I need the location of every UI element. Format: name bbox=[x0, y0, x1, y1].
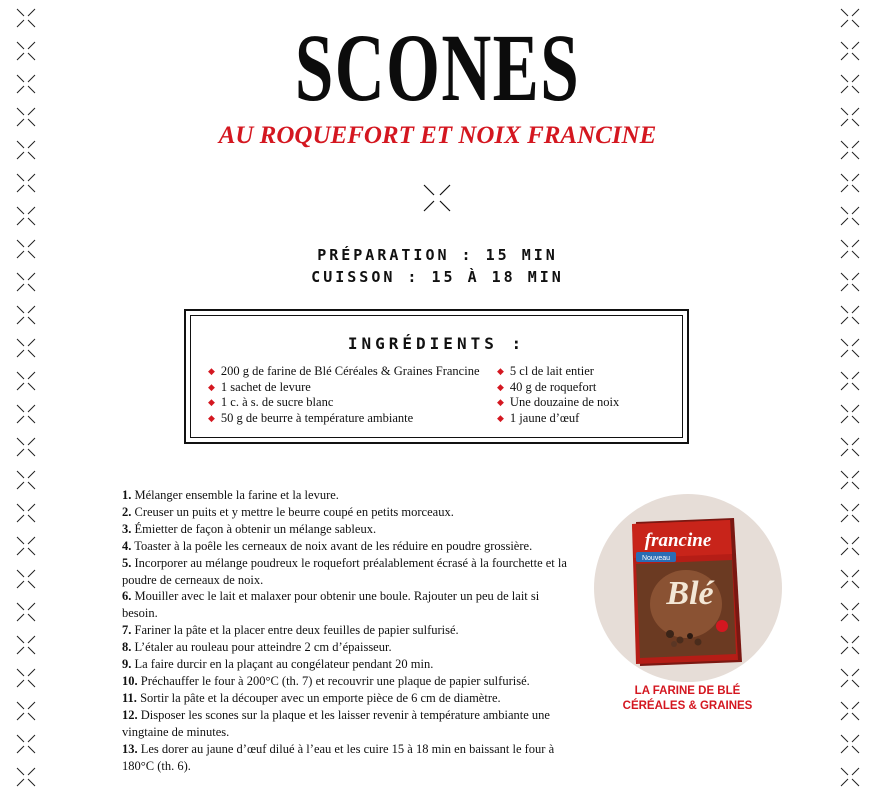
ingredients-column-1 bbox=[208, 364, 480, 426]
cross-x-icon bbox=[840, 404, 860, 424]
ingredient-item: ◆ 5 cl de lait entier bbox=[497, 364, 594, 378]
step-item: 3. Émietter de façon à obtenir un mélange sableux. bbox=[122, 521, 377, 536]
diamond-bullet-icon: ◆ bbox=[208, 397, 215, 407]
ingredient-item: ◆ 40 g de roquefort bbox=[497, 379, 597, 394]
divider-cross-icon bbox=[422, 183, 452, 213]
recipe-steps bbox=[122, 487, 572, 774]
cross-x-icon bbox=[16, 503, 36, 523]
recipe-times bbox=[0, 244, 875, 288]
diamond-bullet-icon: ◆ bbox=[497, 366, 504, 376]
product-brand: francine bbox=[644, 530, 712, 551]
cross-x-icon bbox=[840, 668, 860, 688]
cross-x-icon bbox=[16, 206, 36, 226]
cross-x-icon bbox=[16, 371, 36, 391]
step-item: 4. Toaster à la poêle les cerneaux de noix avant de les réduire en poudre grossière. bbox=[122, 538, 533, 553]
cross-x-icon bbox=[840, 569, 860, 589]
cross-x-icon bbox=[840, 602, 860, 622]
cross-x-icon bbox=[16, 569, 36, 589]
diamond-bullet-icon: ◆ bbox=[208, 381, 215, 392]
cross-x-icon bbox=[840, 437, 860, 457]
cross-x-icon bbox=[840, 74, 860, 94]
step-item: 1. Mélanger ensemble la farine et la levure. bbox=[122, 488, 339, 502]
ingredients-inner-frame bbox=[190, 315, 683, 438]
step-item: 11. Sortir la pâte et la découper avec un emporte pièce de 6 cm de diamètre. bbox=[122, 690, 501, 705]
ingredient-item: ◆ 1 c. à s. de sucre blanc bbox=[208, 395, 334, 409]
recipe-subtitle: AU ROQUEFORT ET NOIX FRANCINE bbox=[218, 122, 657, 149]
step-item: 7. Fariner la pâte et la placer entre deux feuilles de papier sulfurisé. bbox=[122, 623, 459, 638]
diamond-bullet-icon: ◆ bbox=[497, 397, 504, 407]
flour-bag-illustration bbox=[594, 494, 782, 682]
cross-x-icon bbox=[840, 371, 860, 391]
cross-x-icon bbox=[840, 206, 860, 226]
cross-x-icon bbox=[16, 74, 36, 94]
step-item: 13. Les dorer au jaune d’œuf dilué à l’eau et les cuire 15 à 18 min en baissant le four à 180°C (th. 6). bbox=[122, 741, 555, 773]
preparation-time: PRÉPARATION : 15 MIN bbox=[317, 246, 558, 264]
cross-x-icon bbox=[840, 305, 860, 325]
step-item: 5. Incorporer au mélange poudreux le roquefort préalablement écrasé à la fourchette et la poudre de cerneaux de noix. bbox=[122, 555, 567, 587]
step-item: 6. Mouiller avec le lait et malaxer pour obtenir une boule. Rajouter un peu de lait si besoin. bbox=[122, 589, 540, 621]
product-name: Blé bbox=[666, 575, 714, 612]
ingredient-item: ◆ 200 g de farine de Blé Céréales & Graines Francine bbox=[208, 364, 480, 378]
cross-x-icon bbox=[840, 503, 860, 523]
ingredients-column-2 bbox=[497, 364, 619, 426]
cross-x-icon bbox=[16, 668, 36, 688]
ingredient-item: ◆ 1 jaune d’œuf bbox=[497, 410, 580, 425]
cross-x-icon bbox=[16, 470, 36, 490]
cross-x-icon bbox=[840, 338, 860, 358]
cross-x-icon bbox=[840, 635, 860, 655]
cross-x-icon bbox=[16, 602, 36, 622]
step-item: 9. La faire durcir en la plaçant au congélateur pendant 20 min. bbox=[122, 657, 434, 672]
diamond-bullet-icon: ◆ bbox=[208, 366, 215, 376]
cross-x-icon bbox=[840, 767, 860, 787]
cross-x-icon bbox=[16, 635, 36, 655]
cooking-time: CUISSON : 15 À 18 MIN bbox=[311, 268, 564, 286]
cross-x-icon bbox=[16, 767, 36, 787]
cross-x-icon bbox=[16, 173, 36, 193]
cross-x-icon bbox=[16, 305, 36, 325]
ingredients-heading: INGRÉDIENTS : bbox=[347, 334, 526, 353]
cross-x-icon bbox=[16, 41, 36, 61]
cross-x-icon bbox=[16, 734, 36, 754]
cross-x-icon bbox=[840, 701, 860, 721]
cross-x-icon bbox=[16, 404, 36, 424]
diamond-bullet-icon: ◆ bbox=[497, 412, 504, 423]
cross-x-icon bbox=[840, 470, 860, 490]
recipe-title: SCONES bbox=[294, 14, 581, 121]
product-badge: Nouveau bbox=[641, 555, 671, 562]
cross-x-icon bbox=[840, 734, 860, 754]
cross-x-icon bbox=[16, 338, 36, 358]
step-item: 12. Disposer les scones sur la plaque et les laisser revenir à température ambiante une vingtaine de minutes. bbox=[122, 707, 550, 739]
ingredients-box bbox=[184, 309, 689, 444]
cross-x-icon bbox=[16, 8, 36, 28]
diamond-bullet-icon: ◆ bbox=[208, 412, 215, 423]
ingredient-item: ◆ 50 g de beurre à température ambiante bbox=[208, 410, 414, 425]
cross-x-icon bbox=[840, 8, 860, 28]
cross-x-icon bbox=[840, 536, 860, 556]
cross-x-icon bbox=[840, 173, 860, 193]
step-item: 2. Creuser un puits et y mettre le beurre coupé en petits morceaux. bbox=[122, 504, 454, 519]
step-item: 8. L’étaler au rouleau pour atteindre 2 cm d’épaisseur. bbox=[122, 640, 392, 655]
left-border-ornaments bbox=[6, 0, 46, 800]
cross-x-icon bbox=[16, 701, 36, 721]
diamond-bullet-icon: ◆ bbox=[497, 381, 504, 392]
ingredient-item: ◆ Une douzaine de noix bbox=[497, 395, 620, 409]
ingredient-item: ◆ 1 sachet de levure bbox=[208, 379, 311, 394]
cross-x-icon bbox=[16, 437, 36, 457]
cross-x-icon bbox=[16, 536, 36, 556]
right-border-ornaments bbox=[830, 0, 870, 800]
cross-x-icon bbox=[840, 41, 860, 61]
step-item: 10. Préchauffer le four à 200°C (th. 7) et recouvrir une plaque de papier sulfurisé. bbox=[122, 673, 530, 688]
product-image-circle bbox=[594, 494, 782, 682]
product-caption: LA FARINE DE BLÉ CÉRÉALES & GRAINES bbox=[622, 685, 753, 712]
